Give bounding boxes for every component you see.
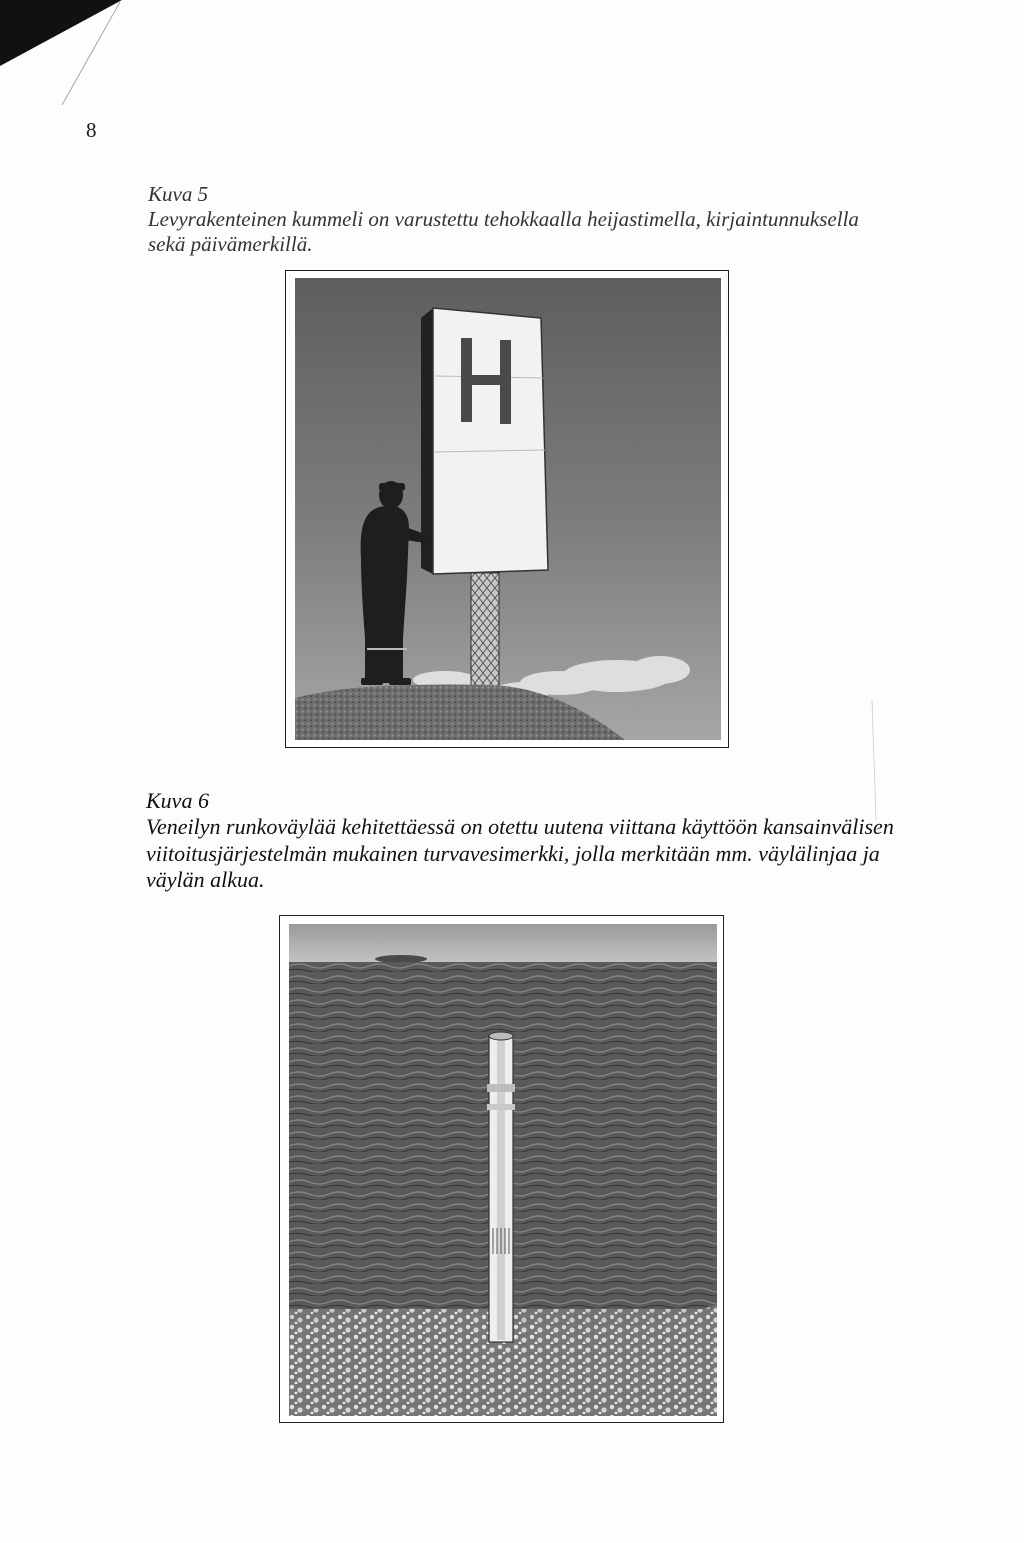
scan-shadow-corner (0, 0, 130, 110)
scan-scratch (870, 700, 878, 820)
safe-water-marker-photo (289, 924, 717, 1416)
figure-5-photo (285, 270, 729, 748)
figure-6-label: Kuva 6 (146, 788, 209, 813)
figure-6-photo (279, 915, 724, 1423)
page-number: 8 (86, 118, 97, 142)
day-beacon-photo (295, 278, 721, 740)
figure-6-caption-text: Veneilyn runkoväylää kehitettäessä on otettu uutena viittana käyttöön kansainvälisen viitoitusjärjestelmän mukainen turvavesimerkki, jolla merkitään mm. väylälinjaa ja väylän alkua. (146, 814, 894, 893)
figure-6-caption (146, 788, 896, 894)
figure-5-caption-text: Levyrakenteinen kummeli on varustettu tehokkaalla heijastimella, kirjaintunnuksella sekä päivämerkillä. (148, 207, 859, 257)
figure-5-label: Kuva 5 (148, 182, 209, 206)
figure-5-caption (148, 182, 898, 258)
spar-buoy (487, 1032, 515, 1342)
